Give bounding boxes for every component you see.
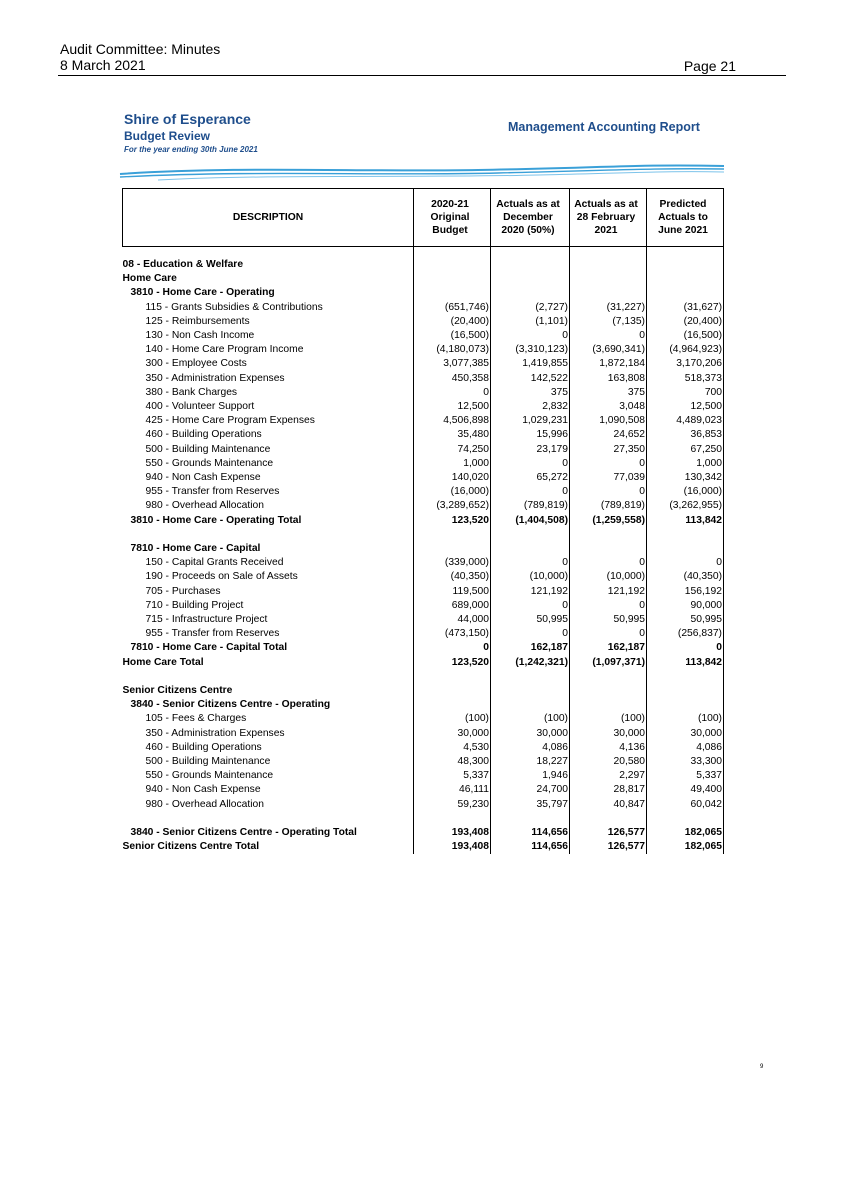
value-cell: 375: [570, 386, 647, 400]
empty-cell: [647, 286, 724, 300]
row-label: 940 - Non Cash Expense: [145, 784, 261, 796]
row-label: 550 - Grounds Maintenance: [145, 770, 274, 782]
table-row: [123, 485, 724, 499]
blank-row: [123, 247, 724, 259]
table-row: [123, 783, 724, 797]
value-cell: 5,337: [647, 769, 724, 783]
value-cell: (100): [491, 712, 570, 726]
value-cell: 50,995: [647, 613, 724, 627]
table-row: [123, 414, 724, 428]
value-cell: 30,000: [491, 727, 570, 741]
value-cell: 114,656: [491, 826, 570, 840]
value-cell: 4,489,023: [647, 414, 724, 428]
column-header-line: Actuals as at: [574, 199, 638, 210]
total-row: [123, 840, 724, 854]
empty-cell: [123, 247, 414, 259]
table-row: [123, 443, 724, 457]
table-row: [123, 570, 724, 584]
row-label: 715 - Infrastructure Project: [145, 614, 268, 626]
row-label: 400 - Volunteer Support: [145, 401, 255, 413]
value-cell: 113,842: [647, 656, 724, 670]
column-header-line: 2020-21: [431, 199, 469, 210]
value-cell: 1,419,855: [491, 357, 570, 371]
empty-cell: [570, 272, 647, 286]
blank-row: [123, 812, 724, 826]
value-cell: 0: [491, 485, 570, 499]
value-cell: 33,300: [647, 755, 724, 769]
value-cell: 27,350: [570, 443, 647, 457]
empty-cell: [570, 698, 647, 712]
empty-cell: [491, 684, 570, 698]
empty-cell: [647, 812, 724, 826]
empty-cell: [647, 698, 724, 712]
value-cell: 74,250: [414, 443, 491, 457]
table-row: [123, 301, 724, 315]
document-title: Audit Committee: Minutes: [60, 41, 221, 57]
organisation-name: Shire of Esperance: [124, 111, 251, 127]
empty-cell: [414, 286, 491, 300]
blank-row: [123, 670, 724, 684]
value-cell: 126,577: [570, 840, 647, 854]
row-label: 705 - Purchases: [145, 585, 221, 597]
value-cell: (1,242,321): [491, 656, 570, 670]
section-heading-row: [123, 698, 724, 712]
value-cell: 0: [570, 599, 647, 613]
row-label: 980 - Overhead Allocation: [145, 798, 264, 810]
row-label: 3840 - Senior Citizens Centre - Operating Total: [130, 827, 357, 839]
value-cell: (3,289,652): [414, 499, 491, 513]
value-cell: 28,817: [570, 783, 647, 797]
value-cell: 142,522: [491, 372, 570, 386]
total-row: [123, 826, 724, 840]
row-label: 955 - Transfer from Reserves: [145, 628, 280, 640]
value-cell: 1,000: [414, 457, 491, 471]
value-cell: (4,964,923): [647, 343, 724, 357]
value-cell: 162,187: [570, 641, 647, 655]
value-cell: 3,077,385: [414, 357, 491, 371]
value-cell: 0: [647, 641, 724, 655]
row-label: Home Care Total: [122, 656, 204, 668]
empty-cell: [491, 670, 570, 684]
budget-table: [122, 188, 723, 854]
value-cell: (20,400): [414, 315, 491, 329]
document-date: 8 March 2021: [60, 57, 146, 73]
row-label: 710 - Building Project: [145, 599, 244, 611]
empty-cell: [414, 272, 491, 286]
section-heading-row: [123, 684, 724, 698]
value-cell: 1,872,184: [570, 357, 647, 371]
empty-cell: [647, 542, 724, 556]
value-cell: 77,039: [570, 471, 647, 485]
value-cell: 375: [491, 386, 570, 400]
value-cell: (1,259,558): [570, 514, 647, 528]
row-label: 125 - Reimbursements: [145, 315, 250, 327]
report-subtitle: Budget Review: [124, 129, 211, 143]
table-row: [123, 457, 724, 471]
value-cell: 4,530: [414, 741, 491, 755]
row-label: 980 - Overhead Allocation: [145, 500, 264, 512]
value-cell: 30,000: [647, 727, 724, 741]
table-row: [123, 712, 724, 726]
value-cell: 182,065: [647, 826, 724, 840]
value-cell: 35,480: [414, 428, 491, 442]
empty-cell: [647, 684, 724, 698]
empty-cell: [414, 542, 491, 556]
column-header-line: Original: [430, 212, 470, 223]
value-cell: 90,000: [647, 599, 724, 613]
total-row: [123, 656, 724, 670]
value-cell: 119,500: [414, 585, 491, 599]
value-cell: (1,097,371): [570, 656, 647, 670]
value-cell: 0: [570, 627, 647, 641]
empty-cell: [570, 684, 647, 698]
page-number: Page 21: [683, 58, 736, 74]
empty-cell: [414, 528, 491, 542]
value-cell: 3,048: [570, 400, 647, 414]
value-cell: (3,262,955): [647, 499, 724, 513]
table-row: [123, 386, 724, 400]
row-label: 300 - Employee Costs: [145, 358, 247, 370]
row-label: 500 - Building Maintenance: [145, 443, 271, 455]
row-label: Home Care: [122, 273, 177, 285]
table-row: [123, 627, 724, 641]
column-header-line: Actuals as at: [496, 199, 560, 210]
value-cell: 156,192: [647, 585, 724, 599]
empty-cell: [414, 247, 491, 259]
empty-cell: [414, 684, 491, 698]
value-cell: 700: [647, 386, 724, 400]
value-cell: 193,408: [414, 840, 491, 854]
empty-cell: [491, 698, 570, 712]
value-cell: (256,837): [647, 627, 724, 641]
value-cell: 0: [570, 329, 647, 343]
column-header-line: 28 February: [576, 212, 636, 223]
value-cell: 12,500: [647, 400, 724, 414]
row-label: 955 - Transfer from Reserves: [145, 486, 280, 498]
empty-cell: [414, 670, 491, 684]
table-row: [123, 556, 724, 570]
wave-decoration-icon: [118, 160, 728, 182]
table-row: [123, 428, 724, 442]
value-cell: (4,180,073): [414, 343, 491, 357]
table-row: [123, 372, 724, 386]
value-cell: (473,150): [414, 627, 491, 641]
value-cell: 114,656: [491, 840, 570, 854]
value-cell: (40,350): [647, 570, 724, 584]
value-cell: 1,946: [491, 769, 570, 783]
empty-cell: [491, 272, 570, 286]
total-row: [123, 514, 724, 528]
column-header-line: Budget: [432, 225, 468, 236]
column-header-description: [123, 189, 414, 247]
value-cell: 35,797: [491, 798, 570, 812]
value-cell: (1,404,508): [491, 514, 570, 528]
value-cell: 0: [491, 599, 570, 613]
value-cell: (651,746): [414, 301, 491, 315]
empty-cell: [647, 670, 724, 684]
value-cell: 0: [647, 556, 724, 570]
value-cell: (100): [414, 712, 491, 726]
value-cell: 18,227: [491, 755, 570, 769]
empty-cell: [570, 258, 647, 272]
column-header-4: [647, 189, 724, 247]
value-cell: 30,000: [570, 727, 647, 741]
value-cell: 65,272: [491, 471, 570, 485]
empty-cell: [491, 247, 570, 259]
value-cell: 0: [414, 641, 491, 655]
table-row: [123, 741, 724, 755]
column-header-line: December: [503, 212, 553, 223]
value-cell: 3,170,206: [647, 357, 724, 371]
empty-cell: [123, 812, 414, 826]
empty-cell: [491, 286, 570, 300]
value-cell: (3,690,341): [570, 343, 647, 357]
section-heading-row: [123, 272, 724, 286]
value-cell: (789,819): [570, 499, 647, 513]
section-heading-row: [123, 542, 724, 556]
budget-grid: [122, 188, 724, 854]
row-label: 130 - Non Cash Income: [145, 330, 255, 342]
blank-row: [123, 528, 724, 542]
empty-cell: [123, 528, 414, 542]
row-label: 425 - Home Care Program Expenses: [145, 415, 315, 427]
value-cell: 50,995: [570, 613, 647, 627]
table-row: [123, 315, 724, 329]
value-cell: (2,727): [491, 301, 570, 315]
empty-cell: [647, 247, 724, 259]
value-cell: 140,020: [414, 471, 491, 485]
value-cell: 36,853: [647, 428, 724, 442]
row-label: 460 - Building Operations: [145, 429, 262, 441]
value-cell: 59,230: [414, 798, 491, 812]
value-cell: (10,000): [570, 570, 647, 584]
table-row: [123, 329, 724, 343]
value-cell: (789,819): [491, 499, 570, 513]
empty-cell: [570, 286, 647, 300]
empty-cell: [647, 528, 724, 542]
table-row: [123, 755, 724, 769]
value-cell: 130,342: [647, 471, 724, 485]
row-label: 350 - Administration Expenses: [145, 372, 285, 384]
value-cell: (1,101): [491, 315, 570, 329]
empty-cell: [570, 542, 647, 556]
row-label: 3810 - Home Care - Operating Total: [130, 514, 302, 526]
row-label: 350 - Administration Expenses: [145, 727, 285, 739]
table-row: [123, 400, 724, 414]
row-label: 190 - Proceeds on Sale of Assets: [145, 571, 298, 583]
table-row: [123, 357, 724, 371]
value-cell: (16,500): [414, 329, 491, 343]
empty-cell: [570, 247, 647, 259]
empty-cell: [491, 528, 570, 542]
value-cell: 121,192: [491, 585, 570, 599]
row-label: 7810 - Home Care - Capital Total: [130, 642, 288, 654]
value-cell: 0: [491, 329, 570, 343]
row-label: 140 - Home Care Program Income: [145, 344, 304, 356]
value-cell: 50,995: [491, 613, 570, 627]
value-cell: 1,090,508: [570, 414, 647, 428]
empty-cell: [570, 812, 647, 826]
table-row: [123, 343, 724, 357]
row-label: 08 - Education & Welfare: [122, 259, 244, 270]
total-row: [123, 641, 724, 655]
value-cell: 20,580: [570, 755, 647, 769]
value-cell: (7,135): [570, 315, 647, 329]
empty-cell: [647, 272, 724, 286]
table-row: [123, 499, 724, 513]
value-cell: (100): [570, 712, 647, 726]
value-cell: 46,111: [414, 783, 491, 797]
column-header-line: Actuals to: [658, 212, 708, 223]
row-label: 550 - Grounds Maintenance: [145, 457, 274, 469]
column-header-line: June 2021: [658, 225, 708, 236]
value-cell: 2,297: [570, 769, 647, 783]
value-cell: 48,300: [414, 755, 491, 769]
section-heading-row: [123, 286, 724, 300]
table-row: [123, 599, 724, 613]
value-cell: 4,086: [491, 741, 570, 755]
value-cell: (100): [647, 712, 724, 726]
header-divider: [58, 75, 786, 76]
empty-cell: [414, 698, 491, 712]
value-cell: 4,136: [570, 741, 647, 755]
column-header-line: DESCRIPTION: [232, 212, 304, 223]
report-name: Management Accounting Report: [508, 120, 700, 134]
value-cell: 12,500: [414, 400, 491, 414]
row-label: Senior Citizens Centre Total: [122, 841, 260, 853]
value-cell: 49,400: [647, 783, 724, 797]
row-label: 460 - Building Operations: [145, 741, 262, 753]
value-cell: 15,996: [491, 428, 570, 442]
row-label: Senior Citizens Centre: [122, 685, 233, 697]
table-row: [123, 798, 724, 812]
empty-cell: [570, 528, 647, 542]
row-label: 105 - Fees & Charges: [145, 713, 247, 725]
value-cell: 0: [491, 556, 570, 570]
value-cell: 4,506,898: [414, 414, 491, 428]
column-header-line: Predicted: [659, 199, 707, 210]
value-cell: 123,520: [414, 514, 491, 528]
value-cell: (40,350): [414, 570, 491, 584]
value-cell: (31,227): [570, 301, 647, 315]
value-cell: (339,000): [414, 556, 491, 570]
table-body: [123, 247, 724, 855]
table-row: [123, 471, 724, 485]
value-cell: (16,000): [647, 485, 724, 499]
empty-cell: [570, 670, 647, 684]
value-cell: 0: [570, 457, 647, 471]
value-cell: (3,310,123): [491, 343, 570, 357]
empty-cell: [123, 670, 414, 684]
row-label: 150 - Capital Grants Received: [145, 557, 284, 569]
empty-cell: [647, 258, 724, 272]
value-cell: 1,000: [647, 457, 724, 471]
value-cell: 0: [414, 386, 491, 400]
report-period: For the year ending 30th June 2021: [124, 145, 258, 154]
row-label: 940 - Non Cash Expense: [145, 472, 261, 484]
value-cell: 121,192: [570, 585, 647, 599]
row-label: 3840 - Senior Citizens Centre - Operating: [130, 699, 331, 711]
value-cell: (16,000): [414, 485, 491, 499]
value-cell: 24,652: [570, 428, 647, 442]
empty-cell: [414, 258, 491, 272]
column-header-2: [491, 189, 570, 247]
column-header-1: [414, 189, 491, 247]
table-header-row: [123, 189, 724, 247]
value-cell: 518,373: [647, 372, 724, 386]
value-cell: 5,337: [414, 769, 491, 783]
value-cell: 4,086: [647, 741, 724, 755]
empty-cell: [491, 542, 570, 556]
value-cell: 193,408: [414, 826, 491, 840]
table-row: [123, 585, 724, 599]
value-cell: 182,065: [647, 840, 724, 854]
value-cell: 2,832: [491, 400, 570, 414]
value-cell: 0: [570, 485, 647, 499]
empty-cell: [414, 812, 491, 826]
value-cell: 67,250: [647, 443, 724, 457]
value-cell: (31,627): [647, 301, 724, 315]
value-cell: 450,358: [414, 372, 491, 386]
row-label: 500 - Building Maintenance: [145, 756, 271, 768]
value-cell: (20,400): [647, 315, 724, 329]
value-cell: 0: [570, 556, 647, 570]
table-row: [123, 769, 724, 783]
page-marker: 9: [760, 1064, 764, 1070]
value-cell: (10,000): [491, 570, 570, 584]
table-row: [123, 613, 724, 627]
row-label: 115 - Grants Subsidies & Contributions: [145, 301, 323, 313]
value-cell: 40,847: [570, 798, 647, 812]
empty-cell: [491, 812, 570, 826]
value-cell: 126,577: [570, 826, 647, 840]
table-row: [123, 727, 724, 741]
value-cell: 162,187: [491, 641, 570, 655]
value-cell: 0: [491, 627, 570, 641]
value-cell: 60,042: [647, 798, 724, 812]
value-cell: 23,179: [491, 443, 570, 457]
empty-cell: [491, 258, 570, 272]
value-cell: 24,700: [491, 783, 570, 797]
row-label: 380 - Bank Charges: [145, 386, 238, 398]
row-label: 3810 - Home Care - Operating: [130, 287, 275, 299]
column-header-line: 2020 (50%): [501, 225, 555, 236]
column-header-line: 2021: [594, 225, 618, 236]
value-cell: 0: [491, 457, 570, 471]
value-cell: 1,029,231: [491, 414, 570, 428]
value-cell: 163,808: [570, 372, 647, 386]
value-cell: (16,500): [647, 329, 724, 343]
column-header-3: [570, 189, 647, 247]
value-cell: 30,000: [414, 727, 491, 741]
row-label: 7810 - Home Care - Capital: [130, 543, 261, 555]
value-cell: 44,000: [414, 613, 491, 627]
value-cell: 689,000: [414, 599, 491, 613]
value-cell: 113,842: [647, 514, 724, 528]
value-cell: 123,520: [414, 656, 491, 670]
section-heading-row: [123, 258, 724, 272]
